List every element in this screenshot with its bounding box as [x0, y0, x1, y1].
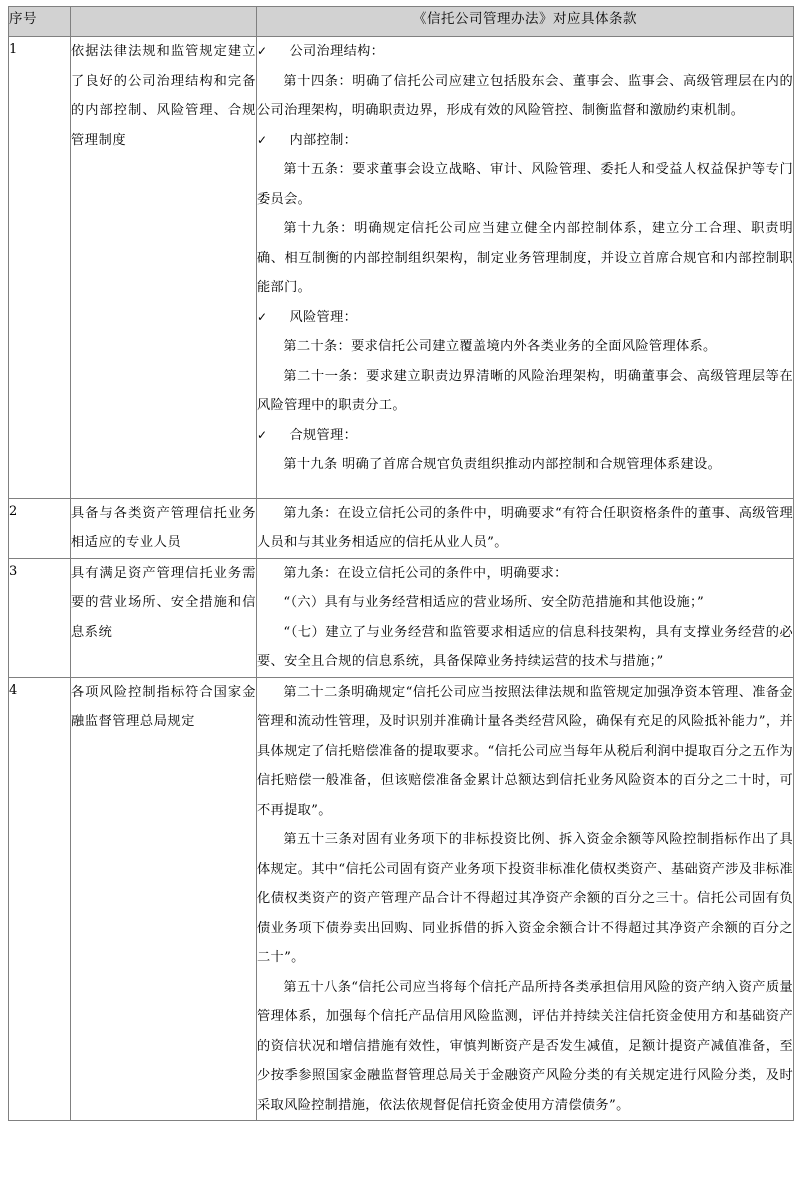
- requirement-item-cell: 各项风险控制指标符合国家金融监督管理总局规定: [71, 677, 257, 1121]
- clause-paragraph: “（七）建立了与业务经营和监管要求相适应的信息科技架构，具有支撑业务经营的必要、安全且合规的信息系统，具备保障业务持续运营的技术与措施；”: [257, 624, 793, 669]
- cell-bottom-spacer: [257, 480, 793, 498]
- checkmark-icon: ✓: [257, 427, 268, 442]
- clause-bullet-label: 内部控制：: [289, 132, 358, 148]
- table-row: [9, 677, 794, 1121]
- header-cell-clause: 《信托公司管理办法》对应具体条款: [257, 7, 794, 37]
- checkmark-icon: ✓: [257, 132, 268, 147]
- table-header: [9, 7, 794, 37]
- requirement-item-cell: 具有满足资产管理信托业务需要的营业场所、安全措施和信息系统: [71, 558, 257, 677]
- table-row: [9, 558, 794, 677]
- clause-paragraph: 第十九条 明确了首席合规官负责组织推动内部控制和合规管理体系建设。: [283, 457, 722, 472]
- table-row: [9, 37, 794, 499]
- table-header-row: [9, 7, 794, 37]
- clause-detail-cell: [257, 498, 794, 558]
- requirement-item-cell: 依据法律法规和监管规定建立了良好的公司治理结构和完备的内部控制、风险管理、合规管理制度: [71, 37, 257, 499]
- row-number-cell: 1: [9, 37, 71, 499]
- table-row: [9, 498, 794, 558]
- clause-paragraph: 第九条：在设立信托公司的条件中，明确要求“有符合任职资格条件的董事、高级管理人员和与其业务相适应的信托从业人员”。: [257, 505, 793, 550]
- clause-bullet-heading: [257, 37, 793, 67]
- clause-paragraph: 第二十二条明确规定“信托公司应当按照法律法规和监管规定加强净资本管理、准备金管理和流动性管理，及时识别并准确计量各类经营风险，确保有充足的风险抵补能力”，并具体规定了信托赔偿准备的提取要求。“信托公司应当每年从税后利润中提取百分之五作为信托赔偿一般准备，但该赔偿准备金累计总额达到信托业务风险资本的百分之二十时，可不再提取”。: [257, 684, 793, 818]
- clause-bullet-label: 风险管理：: [289, 309, 358, 325]
- clause-bullet-heading: [257, 126, 793, 156]
- clause-detail-cell: [257, 677, 794, 1121]
- clause-detail-cell: [257, 37, 794, 499]
- clause-paragraph: “（六）具有与业务经营相适应的营业场所、安全防范措施和其他设施；”: [283, 595, 705, 610]
- clause-detail-cell: [257, 558, 794, 677]
- clause-paragraph: 第九条：在设立信托公司的条件中，明确要求：: [283, 565, 568, 581]
- checkmark-icon: ✓: [257, 44, 268, 58]
- clause-comparison-table: [8, 6, 794, 1121]
- requirement-item-cell: 具备与各类资产管理信托业务相适应的专业人员: [71, 498, 257, 558]
- clause-bullet-label: 合规管理：: [289, 427, 358, 443]
- clause-bullet-heading: [257, 303, 793, 333]
- row-number-cell: 4: [9, 677, 71, 1121]
- clause-paragraph: 第二十条：要求信托公司建立覆盖境内外各类业务的全面风险管理体系。: [283, 339, 717, 354]
- row-number-cell: 2: [9, 498, 71, 558]
- row-number-cell: 3: [9, 558, 71, 677]
- header-cell-no: 序号: [9, 7, 71, 37]
- clause-bullet-heading: [257, 421, 793, 451]
- clause-paragraph: 第十五条：要求董事会设立战略、审计、风险管理、委托人和受益人权益保护等专门委员会。: [257, 162, 793, 207]
- header-cell-item: [71, 7, 257, 37]
- clause-paragraph: 第五十三条对固有业务项下的非标投资比例、拆入资金余额等风险控制指标作出了具体规定。其中“信托公司固有资产业务项下投资非标准化债权类资产、基础资产涉及非标准化债权类资产的资产管理产品合计不得超过其净资产余额的百分之三十。信托公司固有负债业务项下债券卖出回购、同业拆借的拆入资金余额合计不得超过其净资产余额的百分之二十”。: [257, 832, 793, 965]
- clause-paragraph: 第二十一条：要求建立职责边界清晰的风险治理架构，明确董事会、高级管理层等在风险管理中的职责分工。: [257, 368, 793, 413]
- clause-bullet-label: 公司治理结构：: [289, 44, 385, 59]
- clause-paragraph: 第十四条：明确了信托公司应建立包括股东会、董事会、监事会、高级管理层在内的公司治理架构，明确职责边界，形成有效的风险管控、制衡监督和激励约束机制。: [257, 73, 793, 118]
- table-body: [9, 37, 794, 1121]
- clause-paragraph: 第五十八条“信托公司应当将每个信托产品所持各类承担信用风险的资产纳入资产质量管理体系，加强每个信托产品信用风险监测，评估并持续关注信托资金使用方和基础资产的资信状况和增信措施有效性，审慎判断资产是否发生减值，足额计提资产减值准备，至少按季参照国家金融监督管理总局关于金融资产风险分类的有关规定进行风险分类，及时采取风险控制措施，依法依规督促信托资金使用方清偿债务”。: [257, 979, 793, 1113]
- checkmark-icon: ✓: [257, 309, 268, 324]
- clause-paragraph: 第十九条：明确规定信托公司应当建立健全内部控制体系，建立分工合理、职责明确、相互制衡的内部控制组织架构，制定业务管理制度，并设立首席合规官和内部控制职能部门。: [257, 221, 793, 295]
